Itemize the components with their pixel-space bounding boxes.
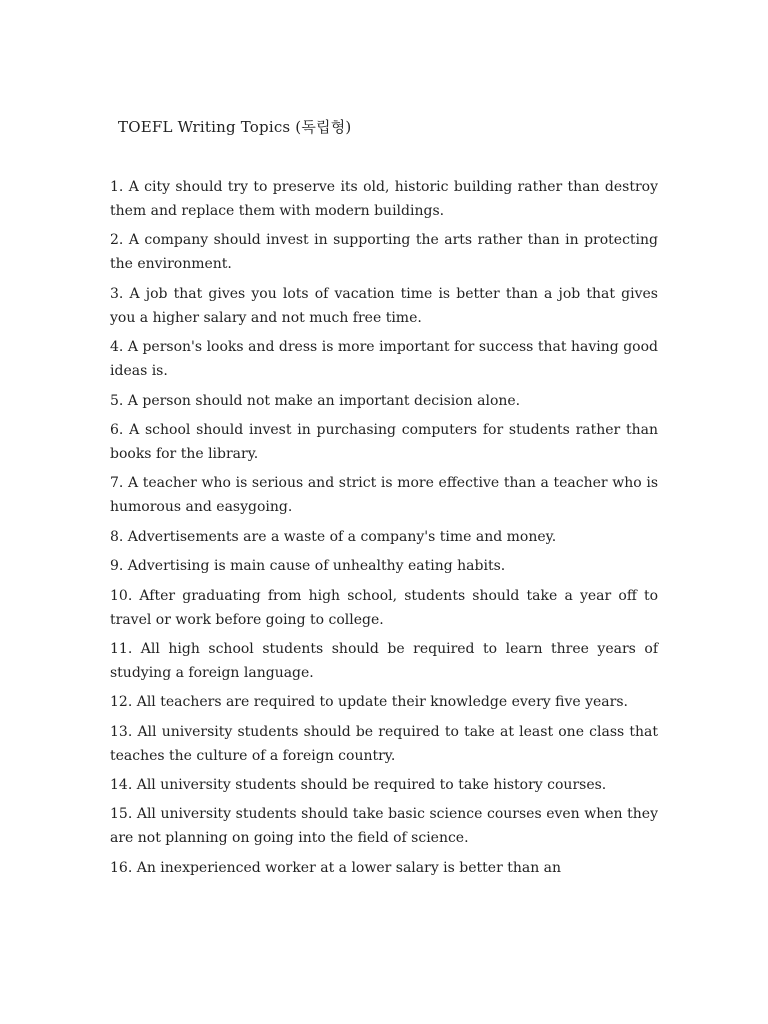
topic-item: 7. A teacher who is serious and strict is more effective than a teacher who is humorous and easygoing. (110, 475, 658, 516)
topic-item: 13. All university students should be required to take at least one class that teaches the culture of a foreign country. (110, 723, 658, 764)
topic-item: 4. A person's looks and dress is more important for success that having good ideas is. (110, 339, 658, 380)
document-page (110, 0, 658, 1024)
topic-item: 10. After graduating from high school, students should take a year off to travel or work before going to college. (110, 587, 658, 628)
topic-item: 6. A school should invest in purchasing computers for students rather than books for the library. (110, 421, 658, 462)
topic-item: 3. A job that gives you lots of vacation time is better than a job that gives you a higher salary and not much free time. (110, 285, 658, 326)
topic-item: 1. A city should try to preserve its old, historic building rather than destroy them and replace them with modern buildings. (110, 179, 658, 219)
topic-item: 5. A person should not make an important decision alone. (110, 392, 521, 409)
topic-item: 11. All high school students should be required to learn three years of studying a foreign language. (110, 640, 658, 681)
topic-item: 9. Advertising is main cause of unhealthy eating habits. (110, 558, 506, 575)
topic-list (110, 175, 658, 885)
topic-item: 15. All university students should take basic science courses even when they are not planning on going into the field of science. (110, 806, 658, 847)
document-title: TOEFL Writing Topics (독립형) (118, 118, 352, 136)
topic-item: 2. A company should invest in supporting the arts rather than in protecting the environment. (110, 232, 658, 273)
topic-item: 12. All teachers are required to update their knowledge every five years. (110, 694, 628, 711)
topic-item: 8. Advertisements are a waste of a company's time and money. (110, 528, 557, 545)
topic-item: 14. All university students should be required to take history courses. (110, 777, 607, 794)
topic-item: 16. An inexperienced worker at a lower salary is better than an (110, 859, 562, 876)
